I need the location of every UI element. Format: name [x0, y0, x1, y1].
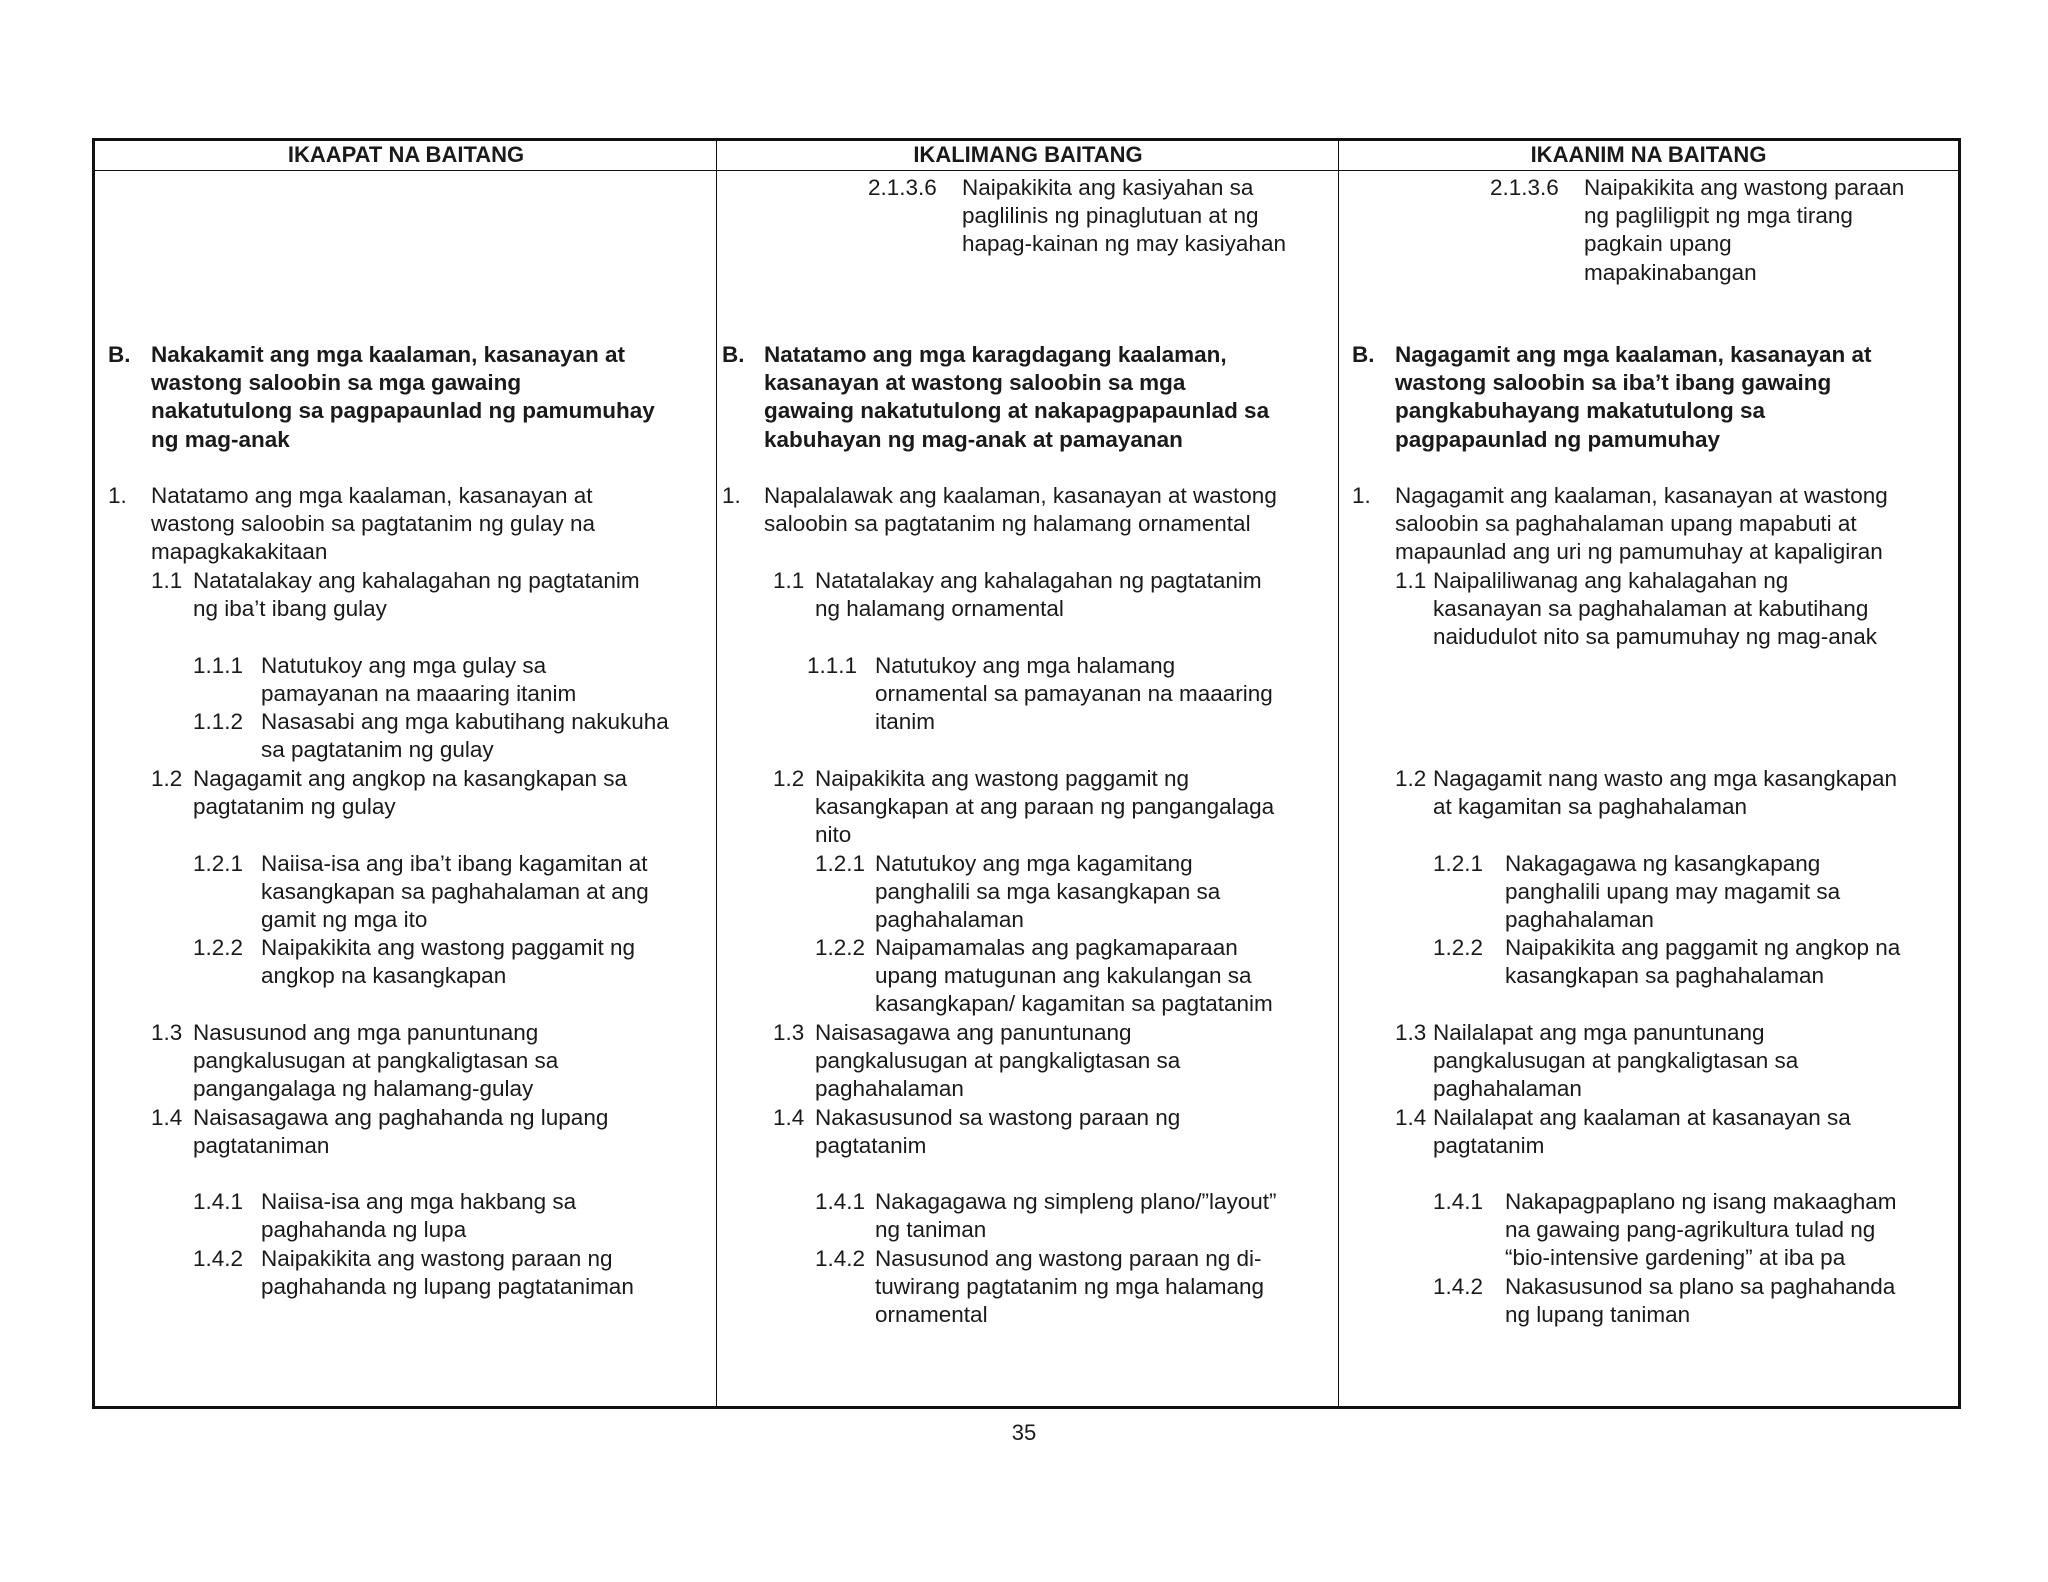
item-number: 1.4 — [151, 1105, 183, 1130]
item-number: 1.2 — [1395, 766, 1427, 791]
item-text: Napalalawak ang kaalaman, kasanayan at wastong saloobin sa pagtatanim ng halamang ornamental — [764, 483, 1277, 537]
item-text: Naipakikita ang wastong paraan ng pagliligpit ng mga tirang pagkain upang mapakinabangan — [1584, 175, 1905, 285]
item-text: Nailalapat ang mga panuntunang pangkalusugan at pangkaligtasan sa paghahalaman — [1433, 1020, 1799, 1102]
item-number: 1. — [722, 483, 741, 508]
item-text: Naipakikita ang wastong paraan ng paghahanda ng lupang pagtataniman — [261, 1246, 634, 1300]
item-number: 1.2 — [773, 766, 805, 791]
item-text: Natutukoy ang mga halamang ornamental sa pamayanan na maaaring itanim — [875, 653, 1273, 735]
item-text: Nagagamit ang angkop na kasangkapan sa pagtatanim ng gulay — [193, 766, 628, 820]
section-b-title: Nagagamit ang mga kaalaman, kasanayan at wastong saloobin sa iba’t ibang gawaing pangkabuhayang makatutulong sa pagpapaunlad ng pamumuhay — [1395, 342, 1872, 452]
item-number: 1.2 — [151, 766, 183, 791]
item-text: Nasusunod ang wastong paraan ng di- tuwirang pagtatanim ng mga halamang ornamental — [875, 1246, 1264, 1328]
item-number: 1. — [108, 483, 127, 508]
item-text: Naiisa-isa ang iba’t ibang kagamitan at kasangkapan sa paghahalaman at ang gamit ng mga ito — [261, 851, 649, 933]
item-number: 1.4.2 — [1433, 1274, 1484, 1299]
section-b-title: Nakakamit ang mga kaalaman, kasanayan at wastong saloobin sa mga gawaing nakatutulong sa pagpapaunlad ng pamumuhay ng mag-anak — [151, 342, 655, 452]
item-text: Naipamamalas ang pagkamaparaan upang matugunan ang kakulangan sa kasangkapan/ kagamitan sa pagtatanim — [875, 935, 1273, 1017]
item-text: Naipakikita ang paggamit ng angkop na kasangkapan sa paghahalaman — [1505, 935, 1901, 989]
column-grade-4 — [95, 171, 716, 1406]
item-number: 1.2.1 — [1433, 851, 1484, 876]
item-number: 1.2.1 — [193, 851, 244, 876]
header-grade-5: IKALIMANG BAITANG — [717, 141, 1339, 171]
item-text: Naipaliliwanag ang kahalagahan ng kasanayan sa paghahalaman at kabutihang naidudulot nito sa pamumuhay ng mag-anak — [1433, 568, 1878, 650]
item-number: 1.1.1 — [193, 653, 244, 678]
section-b-title: Natatamo ang mga karagdagang kaalaman, kasanayan at wastong saloobin sa mga gawaing nakatutulong at nakapagpapaunlad sa kabuhayan ng mag-anak at pamayanan — [764, 342, 1270, 452]
section-b-marker: B. — [722, 342, 745, 367]
item-text: Nailalapat ang kaalaman at kasanayan sa pagtatanim — [1433, 1105, 1851, 1159]
item-text: Natutukoy ang mga gulay sa pamayanan na maaaring itanim — [261, 653, 577, 707]
item-number: 1.4.2 — [815, 1246, 866, 1271]
item-number: 1.3 — [1395, 1020, 1427, 1045]
item-number: 1.4.1 — [193, 1189, 244, 1214]
item-number: 1.4.1 — [1433, 1189, 1484, 1214]
header-grade-6: IKAANIM NA BAITANG — [1339, 141, 1958, 171]
section-b-marker: B. — [1352, 342, 1375, 367]
item-number: 2.1.3.6 — [868, 175, 937, 200]
item-text: Naipakikita ang wastong paggamit ng kasangkapan at ang paraan ng pangangalaga nito — [815, 766, 1275, 848]
item-number: 1.2.2 — [1433, 935, 1484, 960]
item-text: Naisasagawa ang panuntunang pangkalusugan at pangkaligtasan sa paghahalaman — [815, 1020, 1181, 1102]
item-number: 1.4.2 — [193, 1246, 244, 1271]
curriculum-table — [92, 138, 1961, 1409]
item-text: Nakasusunod sa wastong paraan ng pagtatanim — [815, 1105, 1181, 1159]
item-text: Natatamo ang mga kaalaman, kasanayan at wastong saloobin sa pagtatanim ng gulay na mapagkakakitaan — [151, 483, 596, 565]
item-text: Nagagamit nang wasto ang mga kasangkapan at kagamitan sa paghahalaman — [1433, 766, 1898, 820]
item-number: 1.2.2 — [815, 935, 866, 960]
item-number: 1.4.1 — [815, 1189, 866, 1214]
item-text: Natatalakay ang kahalagahan ng pagtatanim ng iba’t ibang gulay — [193, 568, 640, 622]
item-text: Nasusunod ang mga panuntunang pangkalusugan at pangkaligtasan sa pangangalaga ng halamang-gulay — [193, 1020, 559, 1102]
item-number: 1.2.1 — [815, 851, 866, 876]
item-text: Nakagagawa ng simpleng plano/”layout” ng taniman — [875, 1189, 1277, 1243]
item-text: Nagagamit ang kaalaman, kasanayan at wastong saloobin sa paghahalaman upang mapabuti at mapaunlad ang uri ng pamumuhay at kapaligiran — [1395, 483, 1888, 565]
item-text: Naipakikita ang wastong paggamit ng angkop na kasangkapan — [261, 935, 635, 989]
item-text: Natatalakay ang kahalagahan ng pagtatanim ng halamang ornamental — [815, 568, 1262, 622]
item-number: 1.1 — [151, 568, 183, 593]
item-text: Nakagagawa ng kasangkapang panghalili upang may magamit sa paghahalaman — [1505, 851, 1841, 933]
item-number: 1. — [1352, 483, 1371, 508]
item-number: 1.3 — [773, 1020, 805, 1045]
item-text: Natutukoy ang mga kagamitang panghalili sa mga kasangkapan sa paghahalaman — [875, 851, 1221, 933]
section-b-marker: B. — [108, 342, 131, 367]
item-number: 1.1 — [773, 568, 805, 593]
item-text: Nakapagpaplano ng isang makaagham na gawaing pang-agrikultura tulad ng “bio-intensive gardening” at iba pa — [1505, 1189, 1897, 1271]
item-number: 1.3 — [151, 1020, 183, 1045]
item-text: Naiisa-isa ang mga hakbang sa paghahanda ng lupa — [261, 1189, 577, 1243]
item-text: Nasasabi ang mga kabutihang nakukuha sa pagtatanim ng gulay — [261, 709, 669, 763]
item-text: Naipakikita ang kasiyahan sa paglilinis ng pinaglutuan at ng hapag-kainan ng may kasiyahan — [962, 175, 1286, 257]
item-text: Nakasusunod sa plano sa paghahanda ng lupang taniman — [1505, 1274, 1896, 1328]
column-grade-5 — [717, 171, 1338, 1406]
item-number: 1.1.2 — [193, 709, 244, 734]
page-number: 35 — [1011, 1420, 1037, 1445]
column-grade-6 — [1339, 171, 1958, 1406]
item-number: 1.4 — [1395, 1105, 1427, 1130]
header-grade-4: IKAAPAT NA BAITANG — [95, 141, 717, 171]
item-number: 1.4 — [773, 1105, 805, 1130]
item-number: 1.1 — [1395, 568, 1427, 593]
item-number: 1.1.1 — [807, 653, 858, 678]
item-text: Naisasagawa ang paghahanda ng lupang pagtataniman — [193, 1105, 609, 1159]
item-number: 2.1.3.6 — [1490, 175, 1559, 200]
item-number: 1.2.2 — [193, 935, 244, 960]
